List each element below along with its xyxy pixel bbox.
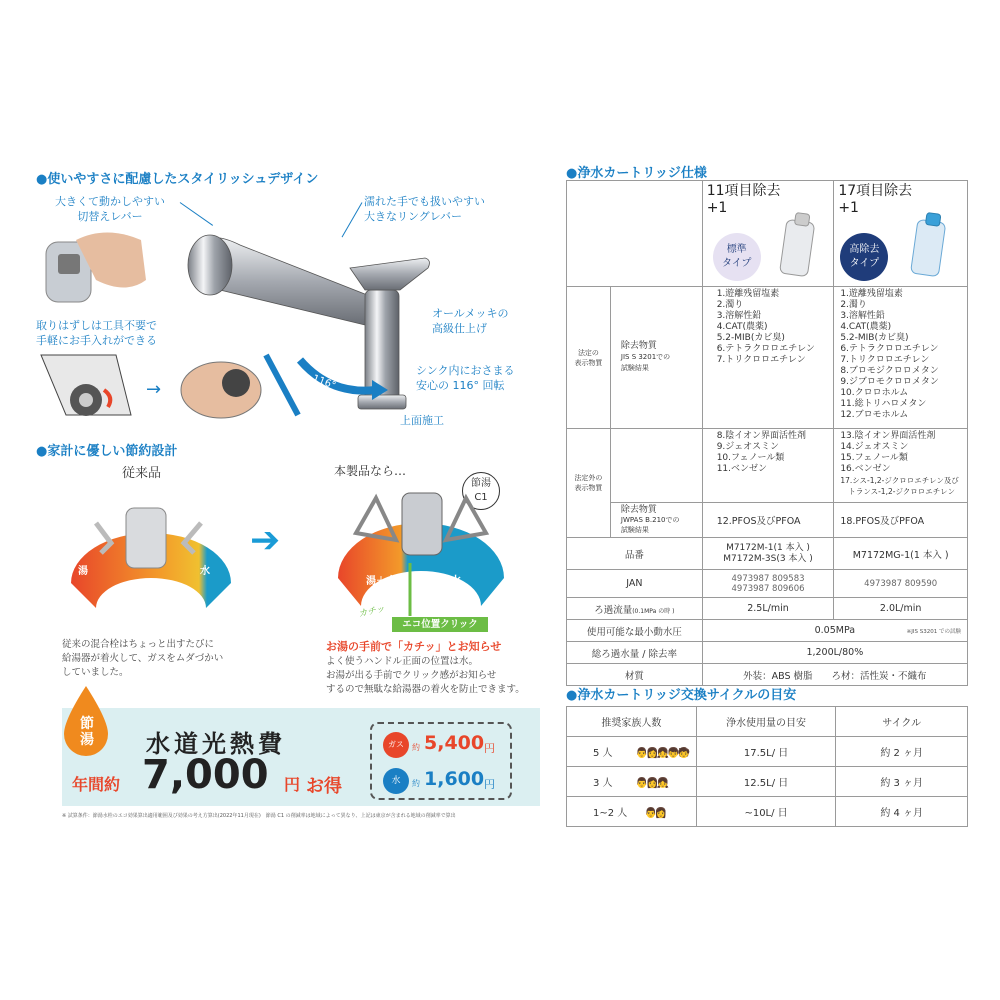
pressure-label: 使用可能な最小動水圧 bbox=[567, 620, 703, 642]
list17-non-item: 14.ジェオスミン bbox=[840, 442, 909, 452]
family-3-icon: 👨👩👧 bbox=[635, 778, 668, 789]
list11-item: 5.2-MIB(カビ臭) bbox=[716, 333, 785, 343]
detach-callout-line2: 手軽にお手入れができる bbox=[36, 334, 157, 347]
list17-non-item: 17.シス-1,2-ジクロロエチレン及び bbox=[840, 476, 959, 485]
plating-callout-line2: 高級仕上げ bbox=[432, 322, 487, 335]
list-17-nonlegal bbox=[834, 429, 968, 503]
list17-non-item: トランス-1,2-ジクロロエチレン bbox=[848, 487, 955, 496]
usage-cell: ~10L/ 日 bbox=[696, 797, 836, 827]
lever-callout-line1: 大きくて動かしやすい bbox=[55, 195, 165, 208]
detach-callout-line1: 取りはずしは工具不要で bbox=[36, 319, 157, 332]
cycle-table bbox=[566, 706, 968, 827]
new-text-line1: よく使うハンドル正面の位置は水。 bbox=[326, 656, 479, 667]
list17-non-item: 16.ベンゼン bbox=[840, 464, 891, 474]
list11-item: 3.溶解性鉛 bbox=[716, 311, 762, 321]
list17-item: 9.ジブロモクロロメタン bbox=[840, 377, 939, 387]
col-17-plus: +1 bbox=[838, 200, 859, 216]
pfos-11: 12.PFOS及びPFOA bbox=[702, 503, 834, 538]
standard-badge-line2: タイプ bbox=[721, 258, 752, 269]
removal-jwpas-label bbox=[610, 503, 702, 538]
setsuyu-badge-line2: C1 bbox=[474, 492, 488, 503]
high-badge-line1: 高除去 bbox=[849, 244, 880, 255]
product-label: 本製品なら… bbox=[334, 464, 407, 478]
family-5-icon: 👨👩👧👦🧒 bbox=[635, 748, 688, 759]
gas-unit: 円 bbox=[484, 742, 495, 755]
pressure-cell bbox=[702, 620, 967, 642]
cycle-header-cycle: サイクル bbox=[836, 707, 968, 737]
banner-unit: 円 bbox=[284, 775, 301, 794]
sink-callout-line1: シンク内におさまる bbox=[416, 364, 515, 377]
product-dial bbox=[336, 478, 506, 618]
gas-prefix: 約 bbox=[412, 743, 420, 752]
legal-label-line1: 法定の bbox=[577, 348, 599, 357]
list11-item: 2.濁り bbox=[716, 300, 744, 310]
setsuyu-badge-line1: 節湯 bbox=[471, 478, 491, 489]
standard-badge-line1: 標準 bbox=[726, 244, 747, 255]
list17-non-item: 13.陰イオン界面活性剤 bbox=[840, 431, 936, 441]
flow-note: (0.1MPa の時 ) bbox=[632, 607, 675, 615]
usage-cell: 12.5L/ 日 bbox=[696, 767, 836, 797]
list17-item: 3.溶解性鉛 bbox=[840, 311, 885, 321]
drop-text bbox=[76, 716, 98, 748]
people-count: 5 人 bbox=[593, 748, 613, 759]
removal1-line2: JIS S 3201での bbox=[620, 353, 671, 361]
list11-item: 1.遊離残留塩素 bbox=[716, 289, 780, 299]
flow-label: ろ過流量 bbox=[594, 604, 633, 616]
people-cell bbox=[567, 737, 697, 767]
total-flow-label: 総ろ過水量 / 除去率 bbox=[567, 642, 703, 664]
jan-11 bbox=[702, 570, 834, 598]
list17-item: 6.テトラクロロエチレン bbox=[840, 344, 939, 354]
old-text-line1: 従来の混合栓はちょっと出すたびに bbox=[62, 639, 215, 650]
spec-section-title: ●浄水カートリッジ仕様 bbox=[566, 166, 707, 181]
col-11-plus: +1 bbox=[706, 200, 728, 216]
removal2-line1: 除去物質 bbox=[620, 505, 657, 515]
list17-item: 2.濁り bbox=[840, 300, 867, 310]
cycle-section-title: ●浄水カートリッジ交換サイクルの目安 bbox=[566, 688, 797, 703]
click-label: カチッ bbox=[357, 604, 386, 620]
cycle-header-usage: 浄水使用量の目安 bbox=[696, 707, 836, 737]
list17-item: 10.クロロホルム bbox=[840, 388, 909, 398]
banner-heading: 水道光熱費 bbox=[146, 730, 286, 758]
removal1-line1: 除去物質 bbox=[620, 341, 657, 351]
standard-type-badge bbox=[713, 233, 761, 281]
removal2-line2: JWPAS B.210での bbox=[620, 516, 680, 524]
ring-lever-callout bbox=[364, 194, 504, 224]
list11-item: 6.テトラクロロエチレン bbox=[716, 344, 815, 354]
material-value: 外装：ABS 樹脂 ろ材：活性炭・不織布 bbox=[702, 664, 967, 686]
cycle-header-people: 推奨家族人数 bbox=[567, 707, 697, 737]
product-description bbox=[326, 655, 536, 697]
plating-callout bbox=[432, 306, 532, 336]
water-value: 1,600 bbox=[424, 768, 485, 790]
drop-text-line2: 湯 bbox=[80, 732, 94, 748]
new-text-line3: するので無駄な給湯器の着火を防止できます。 bbox=[326, 684, 525, 695]
conventional-label: 従来品 bbox=[122, 466, 162, 481]
eco-section-title: ●家計に優しい節約設計 bbox=[36, 444, 178, 459]
eco-click-badge: エコ位置クリック bbox=[392, 617, 488, 632]
rotation-angle-label: 116° bbox=[310, 373, 338, 392]
list17-item: 11.総トリハロメタン bbox=[840, 399, 927, 409]
high-removal-type-badge bbox=[840, 233, 888, 281]
total-flow-value: 1,200L/80% bbox=[702, 642, 967, 664]
list-11-nonlegal bbox=[702, 429, 834, 503]
jan11-line1: 4973987 809583 bbox=[731, 573, 805, 584]
list11-item: 4.CAT(農薬) bbox=[716, 322, 768, 332]
removal-jis-label bbox=[610, 287, 702, 429]
drop-text-line1: 節 bbox=[80, 716, 94, 732]
old-dial-mix: 湯＋水 bbox=[128, 586, 165, 600]
ring-callout-line2: 大きなリングレバー bbox=[364, 210, 463, 223]
legal-label-line2: 表示物質 bbox=[574, 358, 603, 367]
lever-callout-line2: 切替えレバー bbox=[77, 210, 143, 223]
removal2-line3: 試験結果 bbox=[620, 526, 649, 534]
new-dial-cold: 水 bbox=[450, 574, 461, 587]
list17-non-item: 15.フェノール類 bbox=[840, 453, 908, 463]
new-dial-mix: 湯＋水 bbox=[366, 576, 396, 587]
list17-item: 8.ブロモジクロロメタン bbox=[840, 366, 939, 376]
list17-item: 4.CAT(農薬) bbox=[840, 322, 892, 332]
part11-line2: M7172M-3S(3 本入 ) bbox=[723, 553, 813, 564]
jan-label: JAN bbox=[567, 570, 703, 598]
old-dial-hot: 湯 bbox=[78, 566, 88, 577]
list17-item: 1.遊離残留塩素 bbox=[840, 289, 903, 299]
pressure-value: 0.05MPa bbox=[814, 625, 856, 636]
legal-substances-label bbox=[567, 287, 611, 429]
arrow-icon: ➔ bbox=[250, 520, 281, 561]
new-text-line2: お湯が出る手前でクリック感がお知らせ bbox=[326, 670, 497, 681]
flow-11: 2.5L/min bbox=[702, 598, 834, 620]
table-row bbox=[567, 737, 968, 767]
list11-non-item: 11.ベンゼン bbox=[716, 464, 768, 474]
col-17-header bbox=[834, 181, 968, 287]
pfos-17: 18.PFOS及びPFOA bbox=[834, 503, 968, 538]
old-dial-cold: 水 bbox=[200, 566, 210, 577]
cycle-cell: 約 2 ヶ月 bbox=[836, 737, 968, 767]
banner-suffix: お得 bbox=[306, 776, 342, 797]
water-prefix: 約 bbox=[412, 779, 420, 788]
table-row bbox=[567, 797, 968, 827]
gas-value: 5,400 bbox=[424, 732, 485, 754]
jan-17: 4973987 809590 bbox=[834, 570, 968, 598]
water-unit: 円 bbox=[484, 778, 495, 791]
list11-item: 7.トリクロロエチレン bbox=[716, 355, 806, 365]
list17-item: 12.ブロモホルム bbox=[840, 410, 909, 420]
conventional-description bbox=[62, 638, 262, 680]
banner-amount: 7,000 bbox=[142, 752, 269, 798]
list17-item: 5.2-MIB(カビ臭) bbox=[840, 333, 909, 343]
ring-callout-line1: 濡れた手でも扱いやすい bbox=[364, 195, 485, 208]
product-description-heading: お湯の手前で「カチッ」とお知らせ bbox=[326, 640, 502, 653]
part-number-11 bbox=[702, 538, 834, 570]
gas-icon: ガス bbox=[383, 732, 409, 758]
list17-item: 7.トリクロロエチレン bbox=[840, 355, 930, 365]
sink-callout-line2: 安心の 116° 回転 bbox=[416, 379, 505, 392]
pressure-note: ※JIS S3201 での試験 bbox=[906, 629, 961, 635]
people-cell bbox=[567, 797, 697, 827]
standard-cartridge-icon bbox=[775, 209, 825, 279]
part-number-17: M7172MG-1(1 本入 ) bbox=[834, 538, 968, 570]
water-icon: 水 bbox=[383, 768, 409, 794]
table-row bbox=[567, 767, 968, 797]
cycle-cell: 約 3 ヶ月 bbox=[836, 767, 968, 797]
old-text-line3: していました。 bbox=[62, 667, 129, 678]
old-text-line2: 給湯器が着火して、ガスをムダづかい bbox=[62, 653, 224, 664]
high-badge-line2: タイプ bbox=[849, 258, 880, 269]
material-label: 材質 bbox=[567, 664, 703, 686]
install-callout: 上面施工 bbox=[400, 414, 444, 427]
list-11-legal bbox=[702, 287, 834, 429]
plating-callout-line1: オールメッキの bbox=[432, 307, 509, 320]
col-17-title: 17項目除去 bbox=[838, 183, 913, 199]
part-number-label: 品番 bbox=[567, 538, 703, 570]
list11-non-item: 9.ジェオスミン bbox=[716, 442, 780, 452]
hand-lever-photo bbox=[36, 220, 156, 310]
removal1-line3: 試験結果 bbox=[620, 364, 649, 372]
flow-17: 2.0L/min bbox=[834, 598, 968, 620]
list-17-legal bbox=[834, 287, 968, 429]
flow-label-cell bbox=[567, 598, 703, 620]
cycle-cell: 約 4 ヶ月 bbox=[836, 797, 968, 827]
spec-table bbox=[566, 180, 968, 686]
people-count: 1~2 人 bbox=[593, 808, 628, 819]
list11-non-item: 10.フェノール類 bbox=[716, 453, 785, 463]
high-removal-cartridge-icon bbox=[906, 209, 956, 279]
usage-cell: 17.5L/ 日 bbox=[696, 737, 836, 767]
col-11-title: 11項目除去 bbox=[706, 183, 781, 199]
col-11-header bbox=[702, 181, 834, 287]
sink-callout bbox=[416, 363, 526, 393]
people-count: 3 人 bbox=[593, 778, 613, 789]
design-section-title: ●使いやすさに配慮したスタイリッシュデザイン bbox=[36, 172, 319, 187]
nonlegal-substances-label bbox=[567, 429, 611, 538]
nonlegal-label-line2: 表示物質 bbox=[574, 484, 603, 492]
cleaning-illustration bbox=[36, 345, 306, 425]
jan11-line2: 4973987 809606 bbox=[731, 583, 805, 594]
people-cell bbox=[567, 767, 697, 797]
part11-line1: M7172M-1(1 本入 ) bbox=[726, 542, 810, 553]
family-2-icon: 👨👩 bbox=[644, 808, 666, 819]
svg-text:→: → bbox=[146, 379, 162, 400]
banner-prefix: 年間約 bbox=[72, 775, 121, 794]
nonlegal-label-line1: 法定外の bbox=[574, 474, 603, 482]
detach-callout bbox=[36, 318, 176, 348]
footnote: ※ 試算条件：節湯水栓のエコ効果算出適用範囲及び効果の考え方算出(2022年11月現在) 節湯 C1 の削減率は地域によって異なり、上記は東京が含まれる地域の削減率で算出 bbox=[62, 813, 456, 819]
list11-non-item: 8.陰イオン界面活性剤 bbox=[716, 431, 807, 441]
